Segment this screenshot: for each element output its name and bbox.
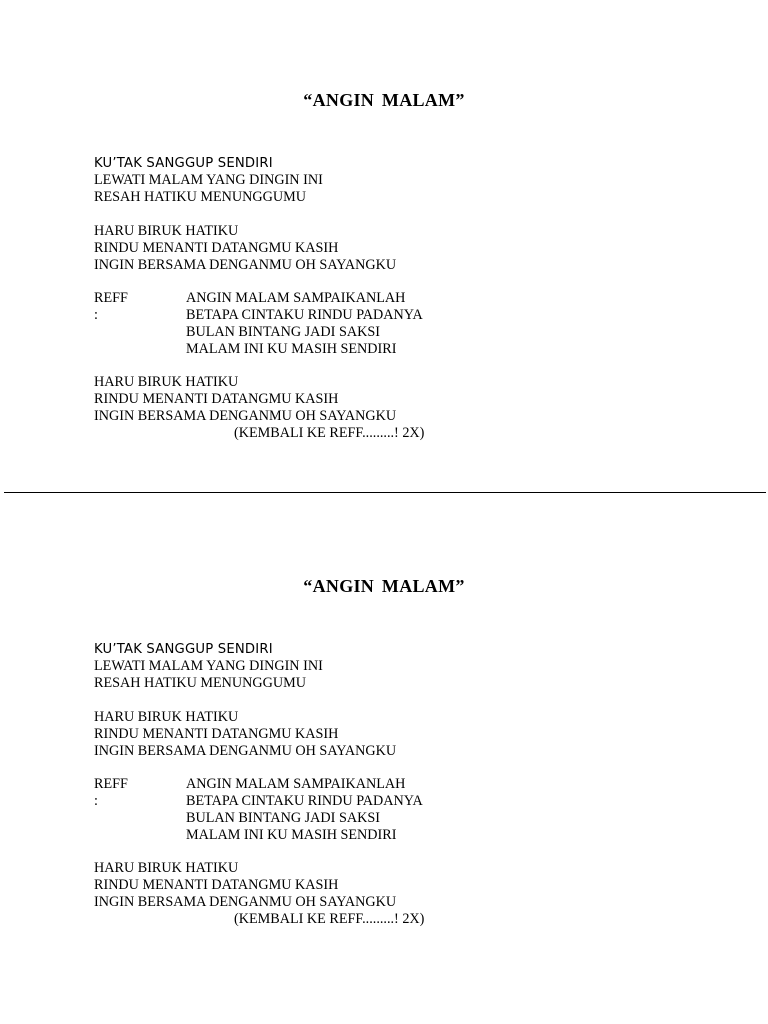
- lyric-line: INGIN BERSAMA DENGANMU OH SAYANGKU: [94, 257, 397, 273]
- verse-2: [94, 709, 396, 760]
- page-divider: [4, 492, 766, 493]
- lyric-line: BETAPA CINTAKU RINDU PADANYA: [186, 793, 423, 809]
- lyric-line: BULAN BINTANG JADI SAKSI: [186, 810, 380, 826]
- lyric-line: RESAH HATIKU MENUNGGUMU: [94, 675, 307, 691]
- verse-2: [94, 223, 396, 274]
- repeat-note: (KEMBALI KE REFF.........! 2X): [234, 425, 425, 441]
- lyric-line: ANGIN MALAM SAMPAIKANLAH: [186, 290, 406, 306]
- lyric-line: HARU BIRUK HATIKU: [94, 374, 239, 390]
- reff-lines: [186, 290, 506, 358]
- lyric-line: ANGIN MALAM SAMPAIKANLAH: [186, 776, 406, 792]
- lyric-line: BETAPA CINTAKU RINDU PADANYA: [186, 307, 423, 323]
- lyric-line: BULAN BINTANG JADI SAKSI: [186, 324, 380, 340]
- lyric-line: RINDU MENANTI DATANGMU KASIH: [94, 240, 339, 256]
- lyric-line: INGIN BERSAMA DENGANMU OH SAYANGKU: [94, 894, 397, 910]
- lyric-line: LEWATI MALAM YANG DINGIN INI: [94, 172, 323, 188]
- lyric-line: MALAM INI KU MASIH SENDIRI: [186, 341, 397, 357]
- lyric-line: HARU BIRUK HATIKU: [94, 709, 239, 725]
- lyric-line: LEWATI MALAM YANG DINGIN INI: [94, 658, 323, 674]
- lyric-line: HARU BIRUK HATIKU: [94, 223, 239, 239]
- lyric-line: MALAM INI KU MASIH SENDIRI: [186, 827, 397, 843]
- lyric-line: KU’TAK SANGGUP SENDIRI: [94, 642, 273, 657]
- verse-1: [94, 155, 323, 206]
- lyric-line: RESAH HATIKU MENUNGGUMU: [94, 189, 307, 205]
- lyric-line: RINDU MENANTI DATANGMU KASIH: [94, 726, 339, 742]
- lyric-line: RINDU MENANTI DATANGMU KASIH: [94, 877, 339, 893]
- reff-label: REFF :: [94, 290, 128, 323]
- lyric-line: RINDU MENANTI DATANGMU KASIH: [94, 391, 339, 407]
- repeat-note: (KEMBALI KE REFF.........! 2X): [234, 911, 425, 927]
- lyric-line: INGIN BERSAMA DENGANMU OH SAYANGKU: [94, 408, 397, 424]
- reff-lines: [186, 776, 506, 844]
- lyric-line: KU’TAK SANGGUP SENDIRI: [94, 156, 273, 171]
- lyric-line: INGIN BERSAMA DENGANMU OH SAYANGKU: [94, 743, 397, 759]
- verse-1: [94, 641, 323, 692]
- song-title: “ANGIN MALAM”: [303, 576, 465, 596]
- song-title: “ANGIN MALAM”: [303, 90, 465, 110]
- verse-3: [94, 374, 424, 442]
- verse-3: [94, 860, 424, 928]
- lyric-line: HARU BIRUK HATIKU: [94, 860, 239, 876]
- reff-label: REFF :: [94, 776, 128, 809]
